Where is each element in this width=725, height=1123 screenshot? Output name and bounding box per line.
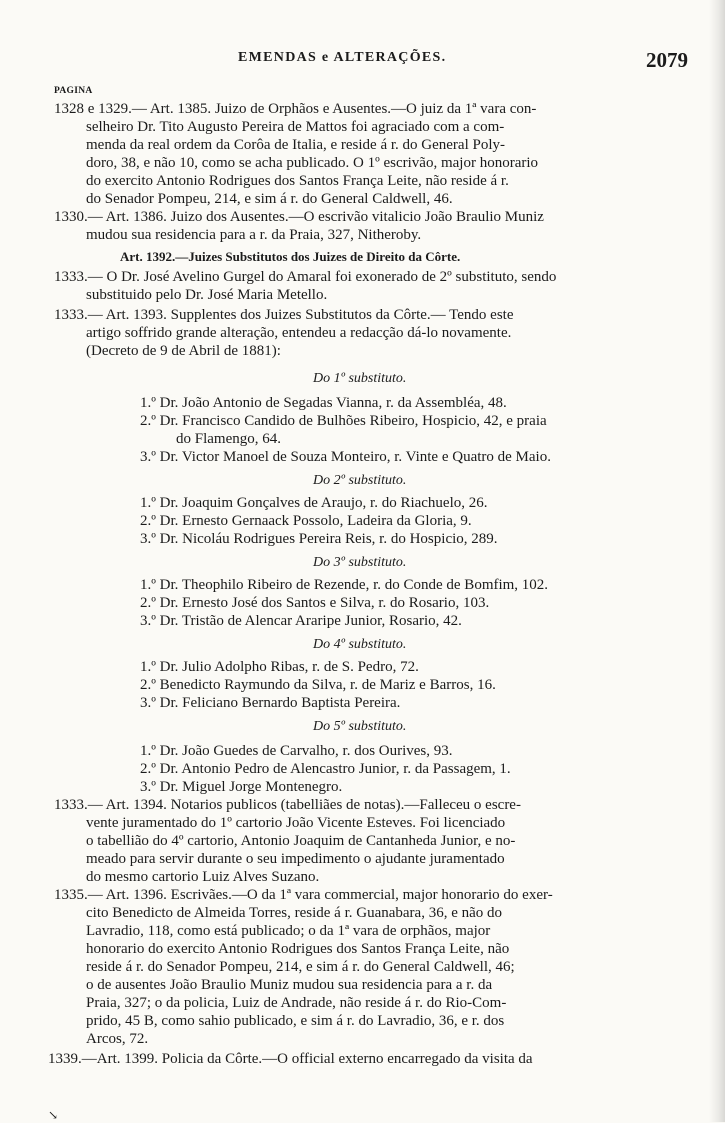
- subheading-substituto: Do 4º substituto.: [313, 637, 407, 652]
- subheading-substituto: Do 5º substituto.: [313, 719, 407, 734]
- list-item: 3.º Dr. Victor Manoel de Souza Monteiro, r. Vinte e Quatro de Maio.: [140, 449, 551, 465]
- list-item: 1.º Dr. João Antonio de Segadas Vianna, r. da Assembléa, 48.: [140, 395, 507, 411]
- list-item: 2.º Benedicto Raymundo da Silva, r. de Mariz e Barros, 16.: [140, 677, 496, 693]
- list-item: 1.º Dr. Julio Adolpho Ribas, r. de S. Pedro, 72.: [140, 659, 419, 675]
- list-item: 1.º Dr. João Guedes de Carvalho, r. dos Ourives, 93.: [140, 743, 453, 759]
- subheading-substituto: Do 2º substituto.: [313, 473, 407, 488]
- list-item: 2.º Dr. Antonio Pedro de Alencastro Junior, r. da Passagem, 1.: [140, 761, 511, 777]
- list-item: 2.º Dr. Ernesto Gernaack Possolo, Ladeira da Gloria, 9.: [140, 513, 472, 529]
- list-item: 1.º Dr. Theophilo Ribeiro de Rezende, r. do Conde de Bomfim, 102.: [140, 577, 549, 593]
- text-line: cito Benedicto de Almeida Torres, reside á r. Guanabara, 36, e não do: [86, 905, 503, 921]
- running-header: [0, 50, 725, 74]
- pagina-label: PAGINA: [54, 86, 93, 96]
- subheading-substituto: Do 1º substituto.: [313, 371, 407, 386]
- text-line: (Decreto de 9 de Abril de 1881):: [86, 343, 281, 359]
- list-item: 3.º Dr. Tristão de Alencar Araripe Junior, Rosario, 42.: [140, 613, 462, 629]
- text-line: do Senador Pompeu, 214, e sim á r. do General Caldwell, 46.: [86, 191, 453, 207]
- text-line: prido, 45 B, como sahio publicado, e sim á r. do Lavradio, 36, e r. dos: [86, 1013, 505, 1029]
- section-heading-text: Art. 1392.—Juizes Substitutos dos Juizes de Direito da Côrte.: [120, 249, 461, 264]
- text-line: reside á r. do Senador Pompeu, 214, e sim á r. do General Caldwell, 46;: [86, 959, 515, 975]
- text-line: 1333.— Art. 1394. Notarios publicos (tabelliães de notas).—Falleceu o escre-: [54, 797, 521, 813]
- page-number: 2079: [646, 48, 688, 72]
- section-heading: [120, 248, 460, 266]
- text-line: meado para servir durante o seu impedimento o ajudante juramentado: [86, 851, 505, 867]
- text-line: o tabellião do 4º cartorio, Antonio Joaquim de Cantanheda Junior, e no-: [86, 833, 516, 849]
- text-line: vente juramentado do 1º cartorio João Vicente Esteves. Foi licenciado: [86, 815, 506, 831]
- list-item: 2.º Dr. Ernesto José dos Santos e Silva, r. do Rosario, 103.: [140, 595, 490, 611]
- text-line: selheiro Dr. Tito Augusto Pereira de Mattos foi agraciado com a com-: [86, 119, 505, 135]
- text-line: 1330.— Art. 1386. Juizo dos Ausentes.—O escrivão vitalicio João Braulio Muniz: [54, 209, 544, 225]
- text-line: 1335.— Art. 1396. Escrivães.—O da 1ª vara commercial, major honorario do exer-: [54, 887, 553, 903]
- list-item: 1.º Dr. Joaquim Gonçalves de Araujo, r. do Riachuelo, 26.: [140, 495, 488, 511]
- list-item: 3.º Dr. Miguel Jorge Montenegro.: [140, 779, 343, 795]
- text-line: doro, 38, e não 10, como se acha publicado. O 1º escrivão, major honorario: [86, 155, 539, 171]
- page-edge-shadow: [709, 0, 725, 1122]
- text-line: 1333.— O Dr. José Avelino Gurgel do Amaral foi exonerado de 2º substituto, sendo: [54, 269, 557, 285]
- list-item: 3.º Dr. Nicoláu Rodrigues Pereira Reis, r. do Hospicio, 289.: [140, 531, 498, 547]
- text-line: do exercito Antonio Rodrigues dos Santos França Leite, não reside á r.: [86, 173, 509, 189]
- text-line: mudou sua residencia para a r. da Praia, 327, Nitheroby.: [86, 227, 422, 243]
- text-line: 1333.— Art. 1393. Supplentes dos Juizes Substitutos da Côrte.— Tendo este: [54, 307, 514, 323]
- text-line: Praia, 327; o da policia, Luiz de Andrade, não reside á r. do Rio-Com-: [86, 995, 507, 1011]
- list-item: 2.º Dr. Francisco Candido de Bulhões Ribeiro, Hospicio, 42, e praia: [140, 413, 547, 429]
- text-line: honorario do exercito Antonio Rodrigues dos Santos França Leite, não: [86, 941, 510, 957]
- header-title: EMENDAS e ALTERAÇÕES.: [238, 50, 447, 65]
- text-line: do mesmo cartorio Luiz Alves Suzano.: [86, 869, 320, 885]
- subheading-substituto: Do 3º substituto.: [313, 555, 407, 570]
- text-line: substituido pelo Dr. José Maria Metello.: [86, 287, 328, 303]
- text-line: o de ausentes João Braulio Muniz mudou sua residencia para a r. da: [86, 977, 493, 993]
- text-line: 1339.—Art. 1399. Policia da Côrte.—O official externo encarregado da visita da: [48, 1051, 533, 1067]
- text-line: 1328 e 1329.— Art. 1385. Juizo de Orphãos e Ausentes.—O juiz da 1ª vara con-: [54, 101, 537, 117]
- list-item: do Flamengo, 64.: [176, 431, 281, 447]
- ink-mark-icon: ↘: [48, 1108, 59, 1122]
- text-line: Arcos, 72.: [86, 1031, 149, 1047]
- list-item: 3.º Dr. Feliciano Bernardo Baptista Pereira.: [140, 695, 401, 711]
- text-line: menda da real ordem da Corôa de Italia, e reside á r. do General Poly-: [86, 137, 505, 153]
- text-line: artigo soffrido grande alteração, entendeu a redacção dá-lo novamente.: [86, 325, 512, 341]
- text-line: Lavradio, 118, como está publicado; o da 1ª vara de orphãos, major: [86, 923, 491, 939]
